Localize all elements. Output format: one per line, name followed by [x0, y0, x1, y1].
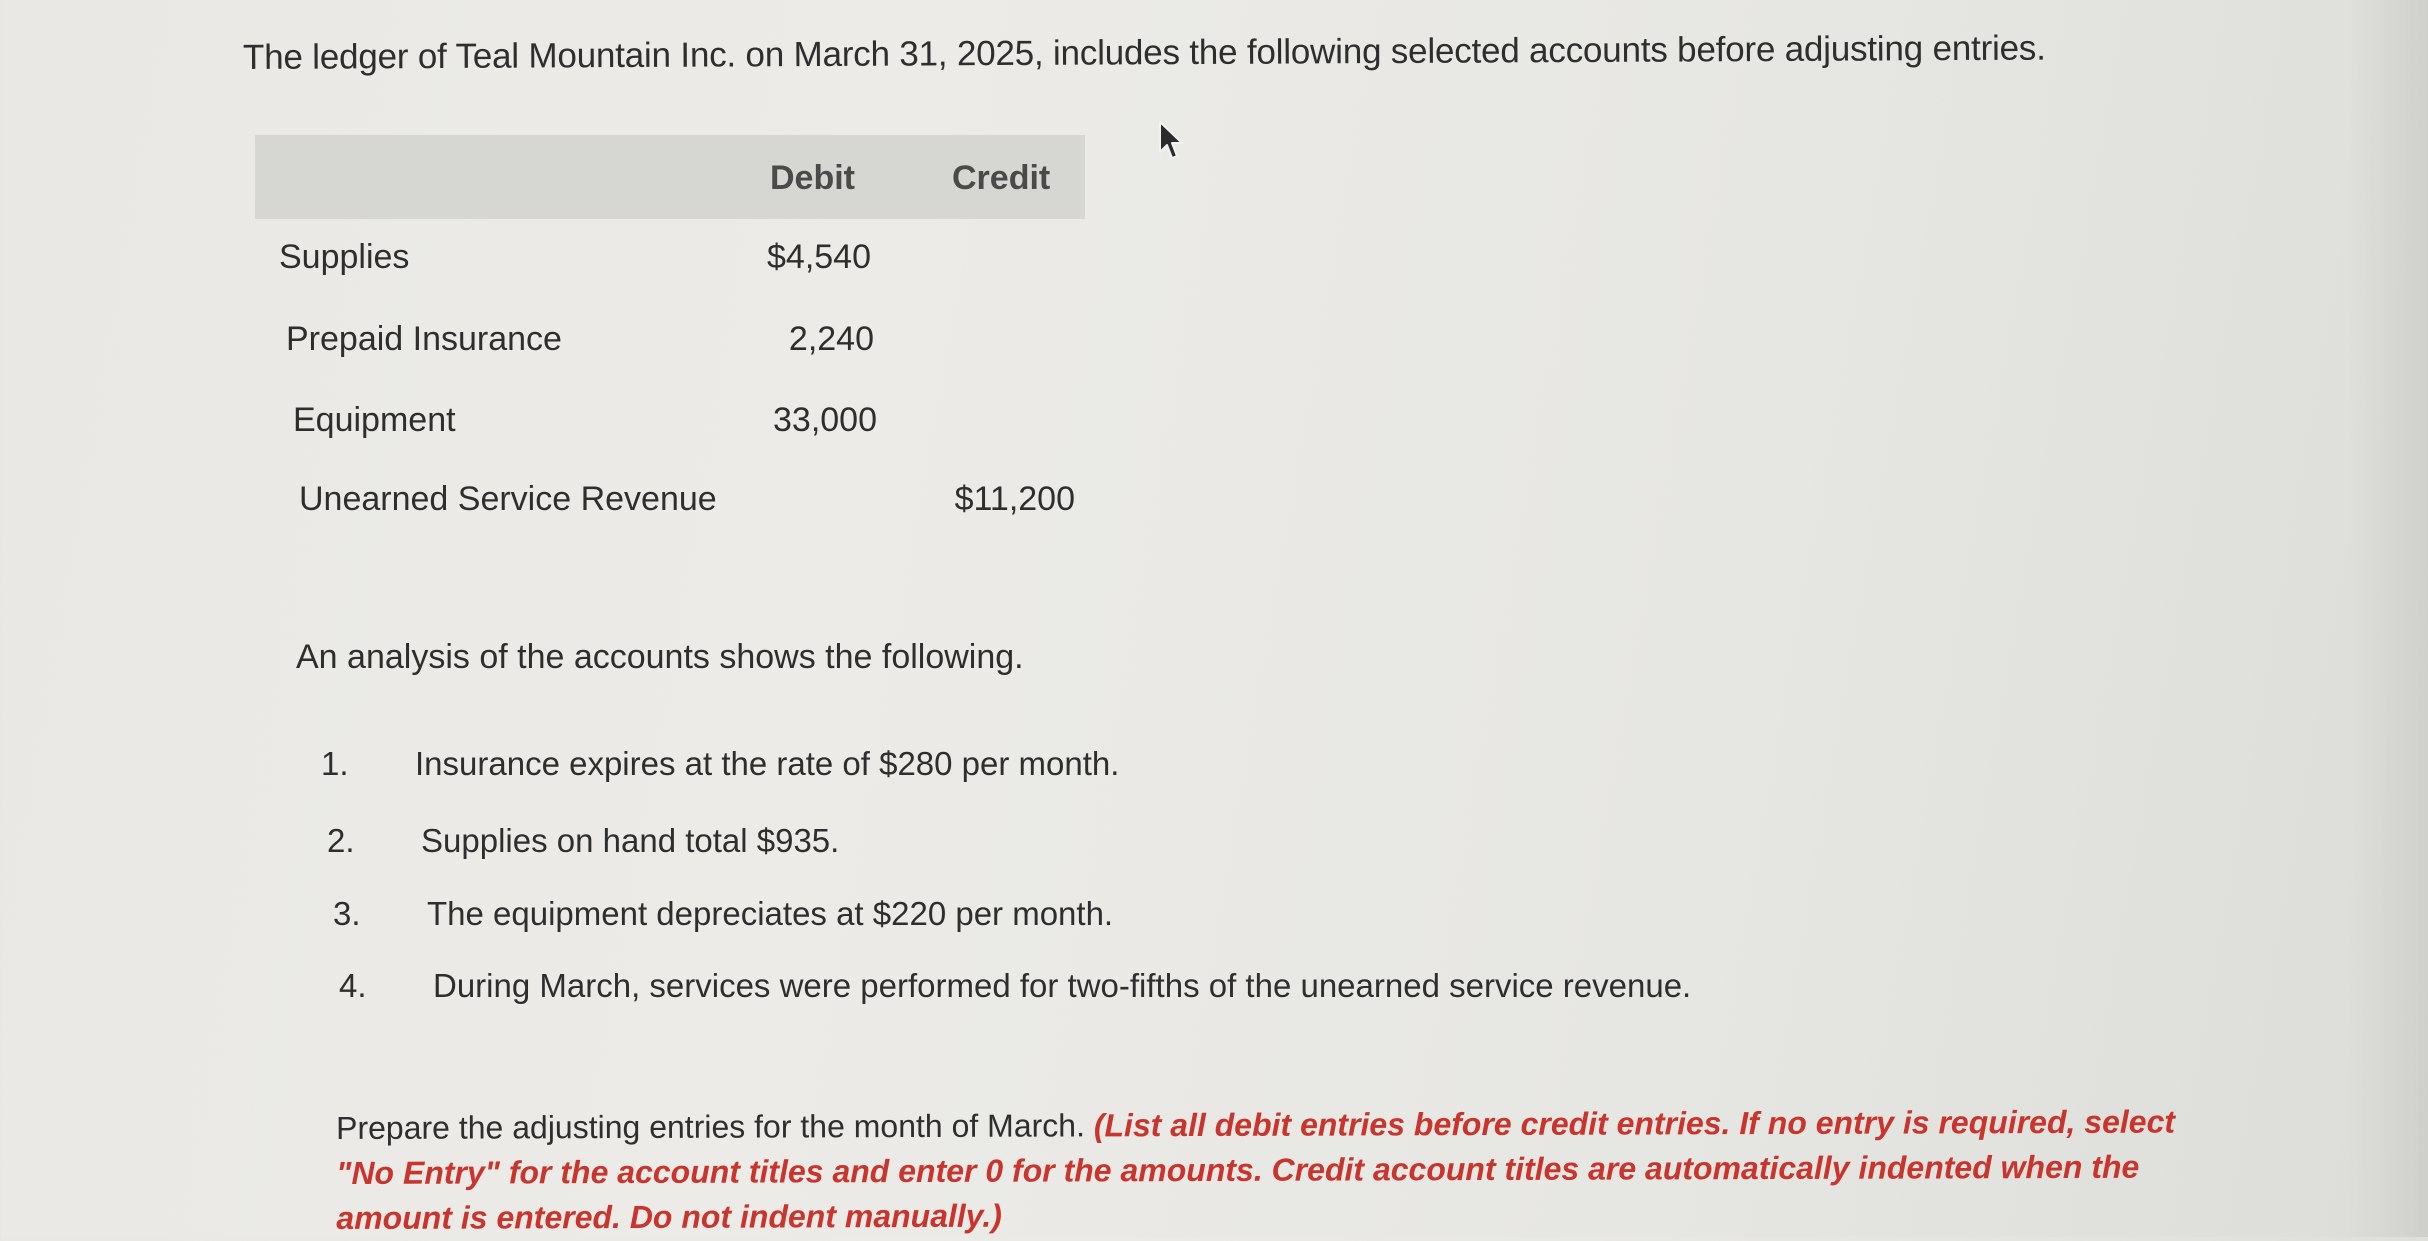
ledger-debit-value: $4,540	[767, 238, 871, 276]
list-item-number: 1.	[321, 745, 349, 782]
mouse-pointer-icon	[1158, 120, 1186, 162]
ledger-debit-value: 2,240	[788, 320, 874, 358]
ledger-credit-value: $11,200	[954, 480, 1075, 518]
ledger-account: Supplies	[279, 238, 410, 276]
list-item-text: During March, services were performed for two-fifths of the unearned service revenue.	[433, 967, 1692, 1004]
ledger-row	[255, 320, 1085, 380]
ledger-header-debit: Debit	[770, 159, 855, 197]
problem-intro-text: The ledger of Teal Mountain Inc. on March 31, 2025, includes the following selected accounts before adjusting entries.	[242, 28, 2046, 77]
list-item-text: Supplies on hand total $935.	[421, 822, 840, 859]
screen-edge-shadow	[2348, 0, 2428, 1237]
list-item-text: Insurance expires at the rate of $280 per month.	[415, 745, 1120, 782]
ledger-account: Equipment	[293, 401, 456, 439]
instructions-lead: Prepare the adjusting entries for the month of March.	[336, 1107, 1094, 1146]
ledger-account: Unearned Service Revenue	[299, 480, 717, 518]
ledger-debit-value: 33,000	[773, 401, 877, 439]
ledger-header-credit: Credit	[952, 159, 1051, 197]
ledger-row	[255, 480, 1085, 540]
list-item-number: 3.	[333, 895, 361, 932]
list-item-number: 4.	[339, 967, 367, 1004]
instructions-paragraph	[336, 1099, 2236, 1241]
ledger-header-row	[255, 135, 1085, 219]
list-item-number: 2.	[327, 822, 355, 859]
instructions-emphasis: (List all debit entries before credit entries. If no entry is required, select "No Entry" for the account titles and enter 0 for the amounts. Credit account titles are automatically indented when the amount is entered. Do not indent manually.)	[336, 1103, 2176, 1236]
ledger-row	[255, 401, 1085, 461]
ledger-row	[255, 238, 1085, 298]
list-item-text: The equipment depreciates at $220 per month.	[427, 895, 1114, 932]
ledger-account: Prepaid Insurance	[286, 320, 562, 358]
analysis-heading: An analysis of the accounts shows the following.	[296, 638, 1024, 676]
